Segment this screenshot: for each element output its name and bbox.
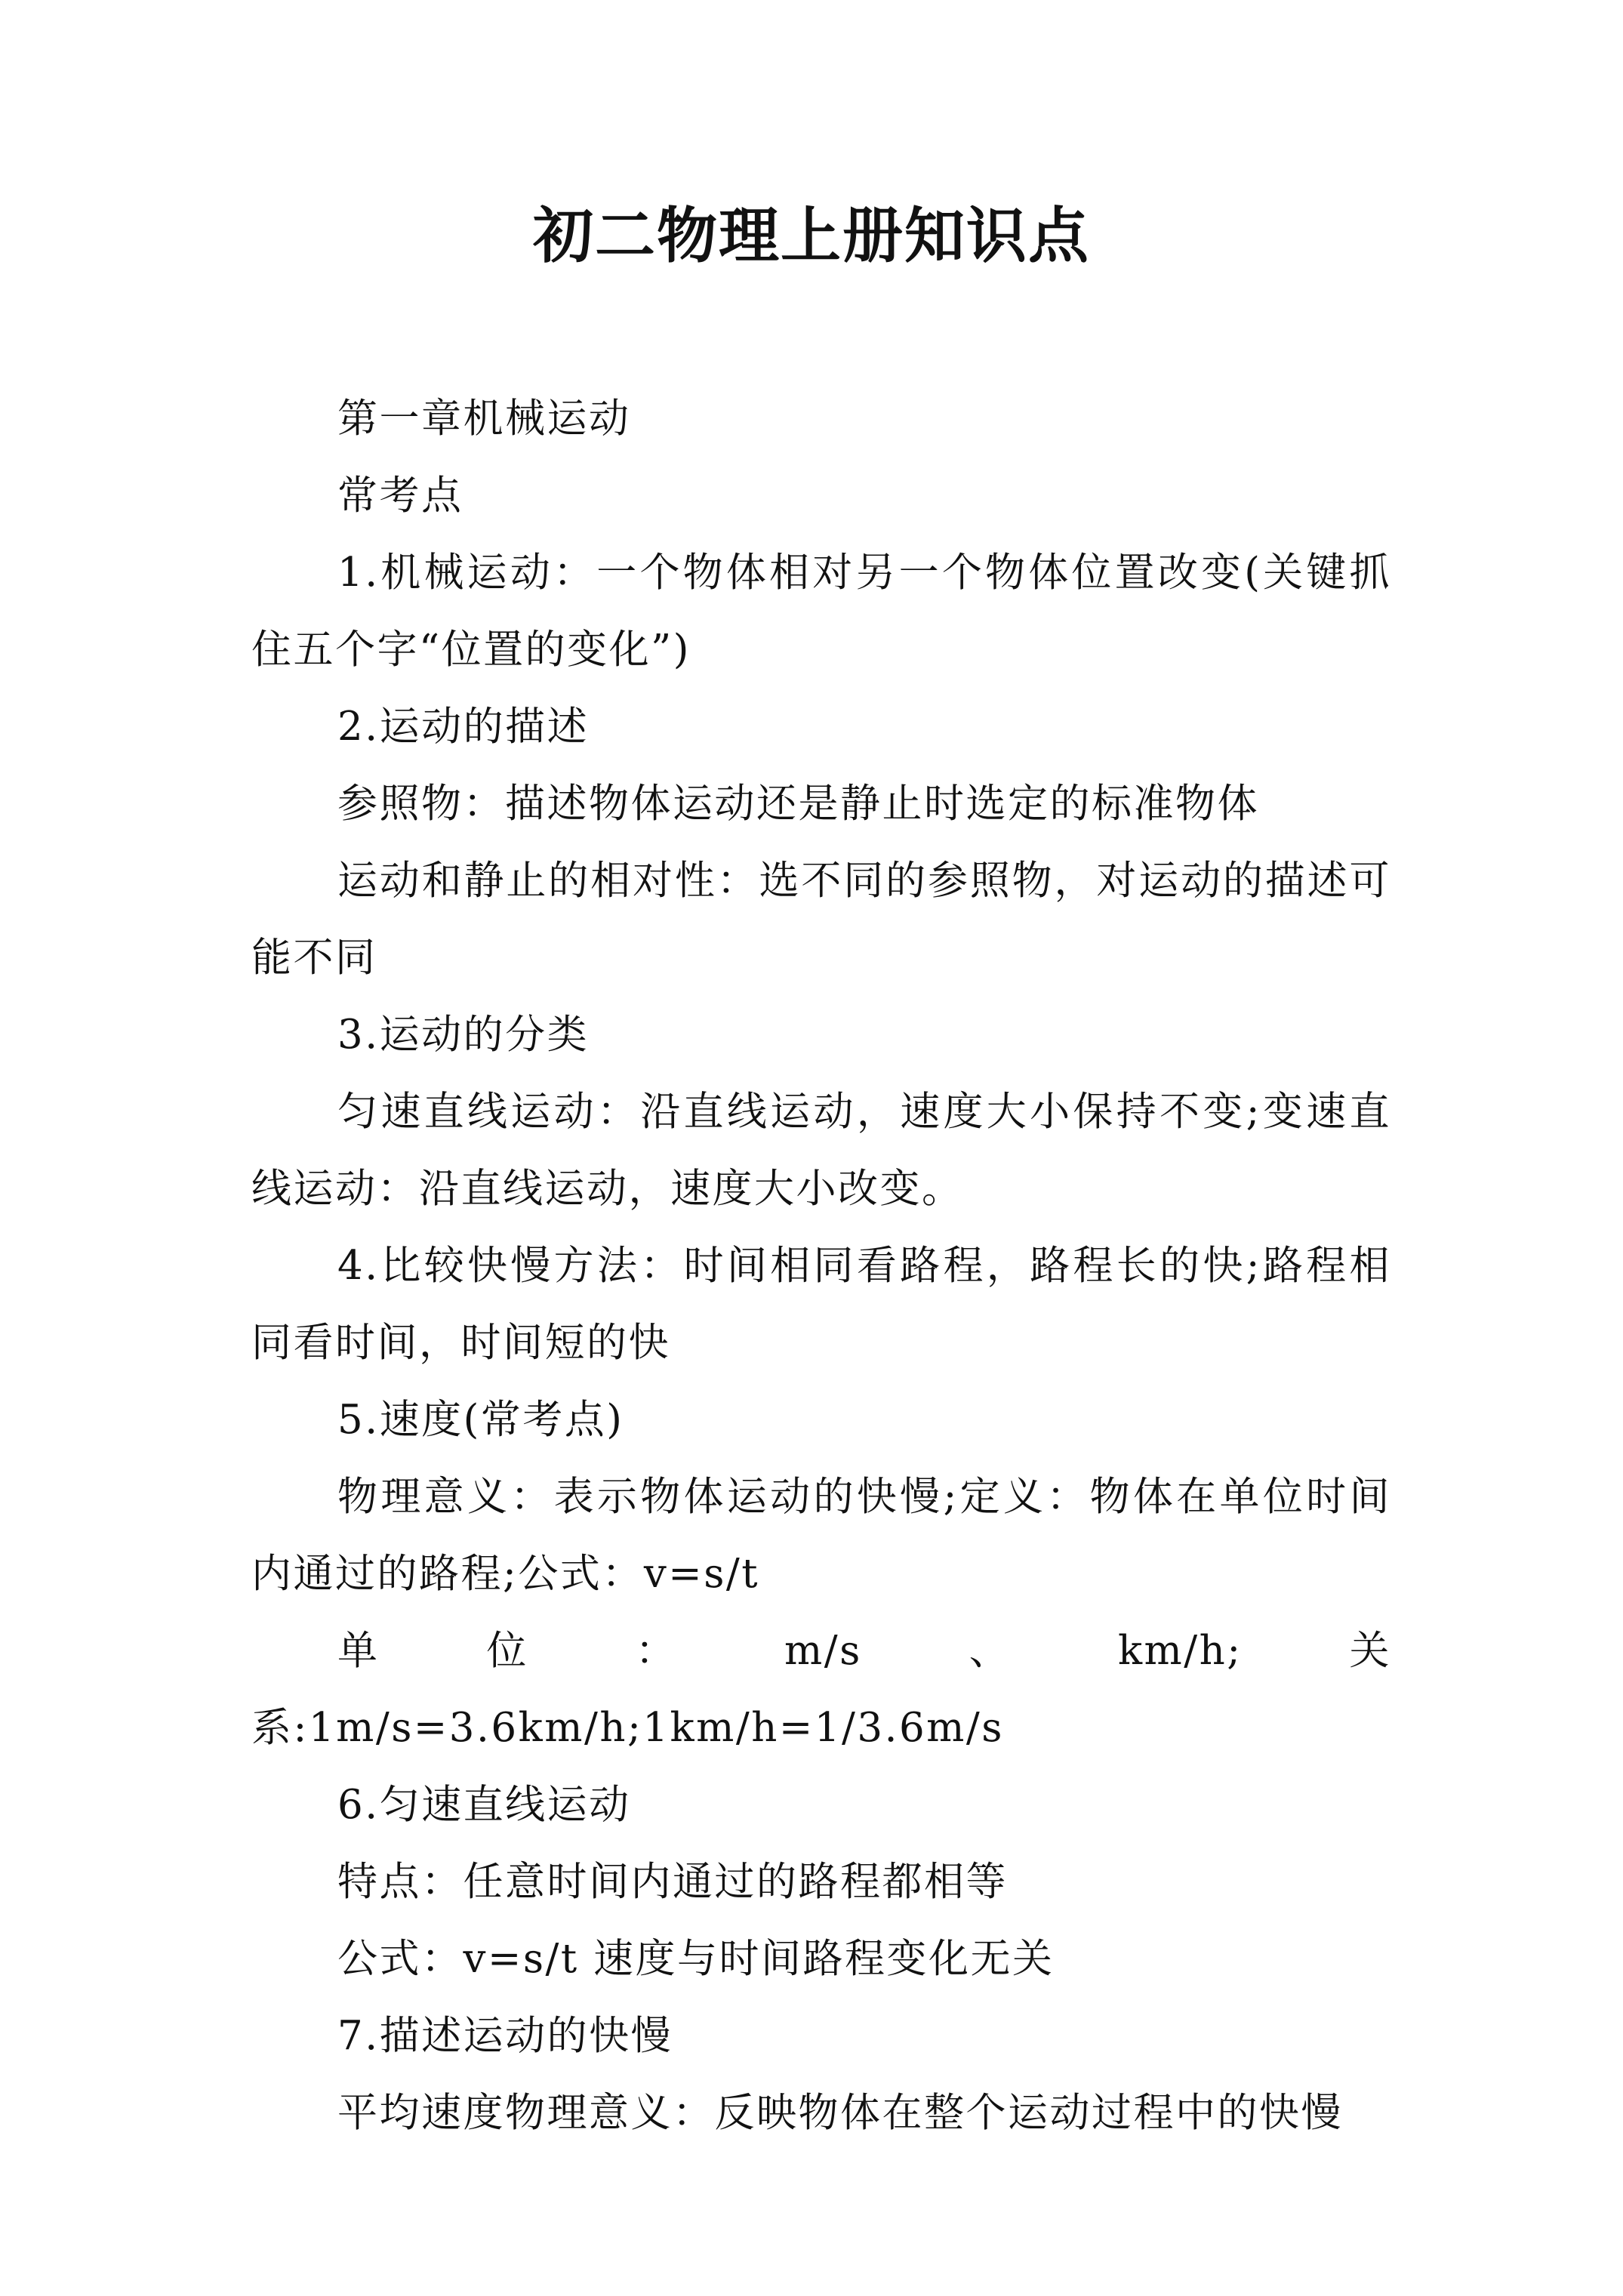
paragraph-reference-object: 参照物：描述物体运动还是静止时选定的标准物体: [337, 781, 1259, 827]
paragraph-relativity: 运动和静止的相对性：选不同的参照物，对运动的描述可能不同: [251, 858, 1391, 981]
paragraph-describe-speed-heading: 7.描述运动的快慢: [337, 2013, 673, 2059]
document-body: [251, 381, 1391, 2152]
paragraph-uniform-variable-motion: 匀速直线运动：沿直线运动，速度大小保持不变;变速直线运动：沿直线运动，速度大小改变。: [251, 1089, 1391, 1212]
paragraph-uniform-motion-heading: 6.匀速直线运动: [337, 1782, 631, 1828]
paragraph-motion-classification: 3.运动的分类: [337, 1012, 590, 1058]
paragraph-compare-speed: 4.比较快慢方法：时间相同看路程，路程长的快;路程相同看时间，时间短的快: [251, 1243, 1391, 1366]
paragraph-average-speed: 平均速度物理意义：反映物体在整个运动过程中的快慢: [337, 2090, 1343, 2136]
paragraph-speed-units: 单位：m/s、km/h;关系:1m/s=3.6km/h;1km/h=1/3.6m/s: [251, 1628, 1391, 1751]
paragraph-common-points: 常考点: [337, 473, 463, 519]
paragraph-uniform-motion-feature: 特点：任意时间内通过的路程都相等: [337, 1859, 1008, 1905]
paragraph-motion-description: 2.运动的描述: [337, 704, 590, 750]
document-title: 初二物理上册知识点: [533, 200, 1090, 271]
paragraph-mechanical-motion: 1.机械运动：一个物体相对另一个物体位置改变(关键抓住五个字“位置的变化”): [251, 550, 1391, 673]
paragraph-speed-definition: 物理意义：表示物体运动的快慢;定义：物体在单位时间内通过的路程;公式：v=s/t: [251, 1474, 1391, 1597]
paragraph-uniform-motion-formula: 公式：v=s/t 速度与时间路程变化无关: [337, 1936, 1055, 1982]
paragraph-speed-heading: 5.速度(常考点): [337, 1397, 624, 1443]
paragraph-chapter-heading: 第一章机械运动: [337, 396, 631, 442]
